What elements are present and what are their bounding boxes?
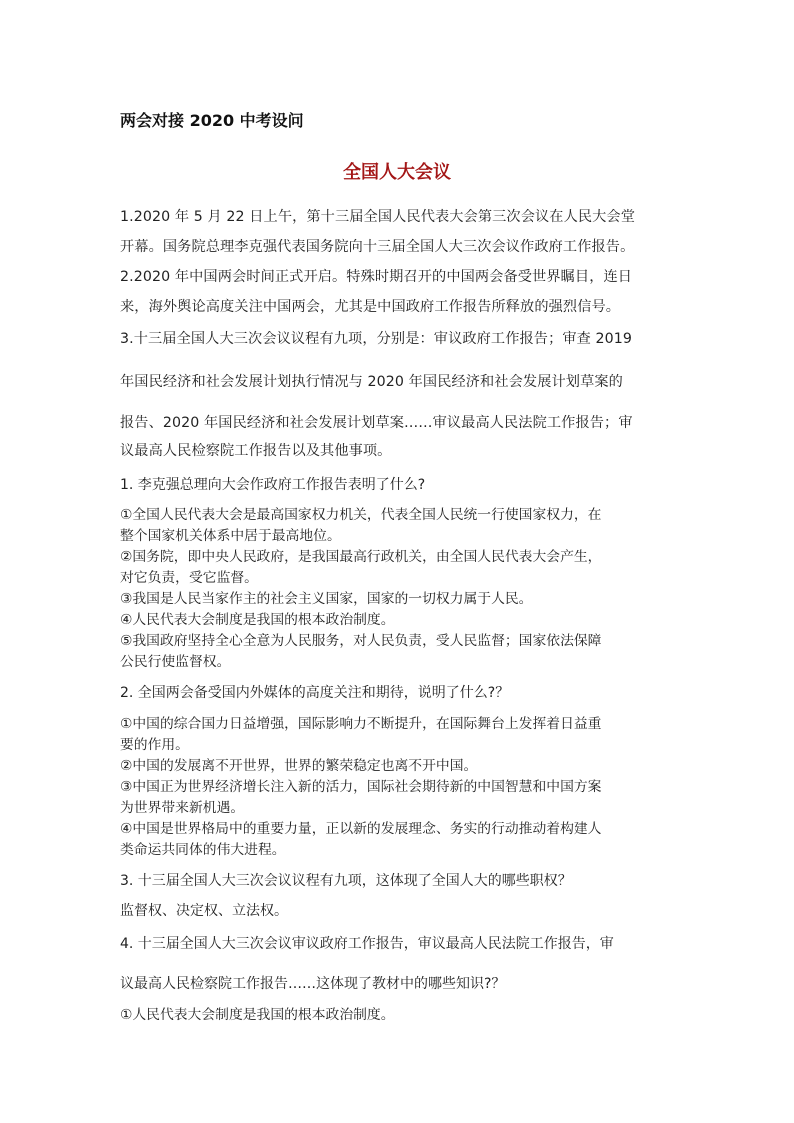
question-1: 1. 李克强总理向大会作政府工作报告表明了什么? — [120, 477, 426, 493]
q1-answer-line: ③我国是人民当家作主的社会主义国家，国家的一切权力属于人民。 — [120, 591, 533, 607]
q1-answer-line: ①全国人民代表大会是最高国家权力机关，代表全国人民统一行使国家权力，在 — [120, 507, 602, 523]
question-4-line: 4. 十三届全国人大三次会议审议政府工作报告，审议最高人民法院工作报告，审 — [120, 936, 614, 952]
question-3: 3. 十三届全国人大三次会议议程有九项，这体现了全国人大的哪些职权？ — [120, 873, 572, 889]
document-title: 两会对接 2020 中考设问 — [120, 111, 304, 130]
q2-answer-line: ④中国是世界格局中的重要力量，正以新的发展理念、务实的行动推动着构建人 — [120, 821, 602, 837]
q1-answer-line: ④人民代表大会制度是我国的根本政治制度。 — [120, 612, 395, 628]
q2-answer-line: ①中国的综合国力日益增强，国际影响力不断提升，在国际舞台上发挥着日益重 — [120, 716, 602, 732]
intro-line: 来，海外舆论高度关注中国两会，尤其是中国政府工作报告所释放的强烈信号。 — [120, 299, 621, 315]
intro-line: 报告、2020 年国民经济和社会发展计划草案……审议最高人民法院工作报告；审 — [120, 415, 633, 431]
intro-line: 2.2020 年中国两会时间正式开启。特殊时期召开的中国两会备受世界瞩目，连日 — [120, 269, 633, 285]
q2-answer-line: ②中国的发展离不开世界，世界的繁荣稳定也离不开中国。 — [120, 758, 478, 774]
q3-answer: 监督权、决定权、立法权。 — [120, 903, 288, 919]
q2-answer-line: 类命运共同体的伟大进程。 — [120, 842, 286, 858]
intro-line: 年国民经济和社会发展计划执行情况与 2020 年国民经济和社会发展计划草案的 — [120, 374, 623, 390]
question-4-line: 议最高人民检察院工作报告……这体现了教材中的哪些知识?？ — [120, 976, 506, 992]
intro-line: 开幕。国务院总理李克强代表国务院向十三届全国人大三次会议作政府工作报告。 — [120, 239, 635, 255]
intro-line: 议最高人民检察院工作报告以及其他事项。 — [120, 443, 392, 459]
q1-answer-line: 对它负责，受它监督。 — [120, 570, 258, 586]
q1-answer-line: ⑤我国政府坚持全心全意为人民服务，对人民负责，受人民监督；国家依法保障 — [120, 633, 602, 649]
intro-line: 3.十三届全国人大三次会议议程有九项，分别是：审议政府工作报告；审查 2019 — [120, 331, 633, 347]
q1-answer-line: 整个国家机关体系中居于最高地位。 — [120, 528, 341, 544]
q4-answer-line: ①人民代表大会制度是我国的根本政治制度。 — [120, 1007, 395, 1023]
intro-line: 1.2020 年 5 月 22 日上午，第十三届全国人民代表大会第三次会议在人民大会堂 — [120, 209, 636, 225]
q1-answer-line: 公民行使监督权。 — [120, 654, 231, 670]
q2-answer-line: 要的作用。 — [120, 737, 189, 753]
q2-answer-line: 为世界带来新机遇。 — [120, 800, 245, 816]
q2-answer-line: ③中国正为世界经济增长注入新的活力，国际社会期待新的中国智慧和中国方案 — [120, 779, 602, 795]
q1-answer-line: ②国务院，即中央人民政府，是我国最高行政机关，由全国人民代表大会产生， — [120, 549, 602, 565]
question-2: 2. 全国两会备受国内外媒体的高度关注和期待，说明了什么?？ — [120, 685, 510, 701]
section-title: 全国人大会议 — [343, 162, 451, 183]
